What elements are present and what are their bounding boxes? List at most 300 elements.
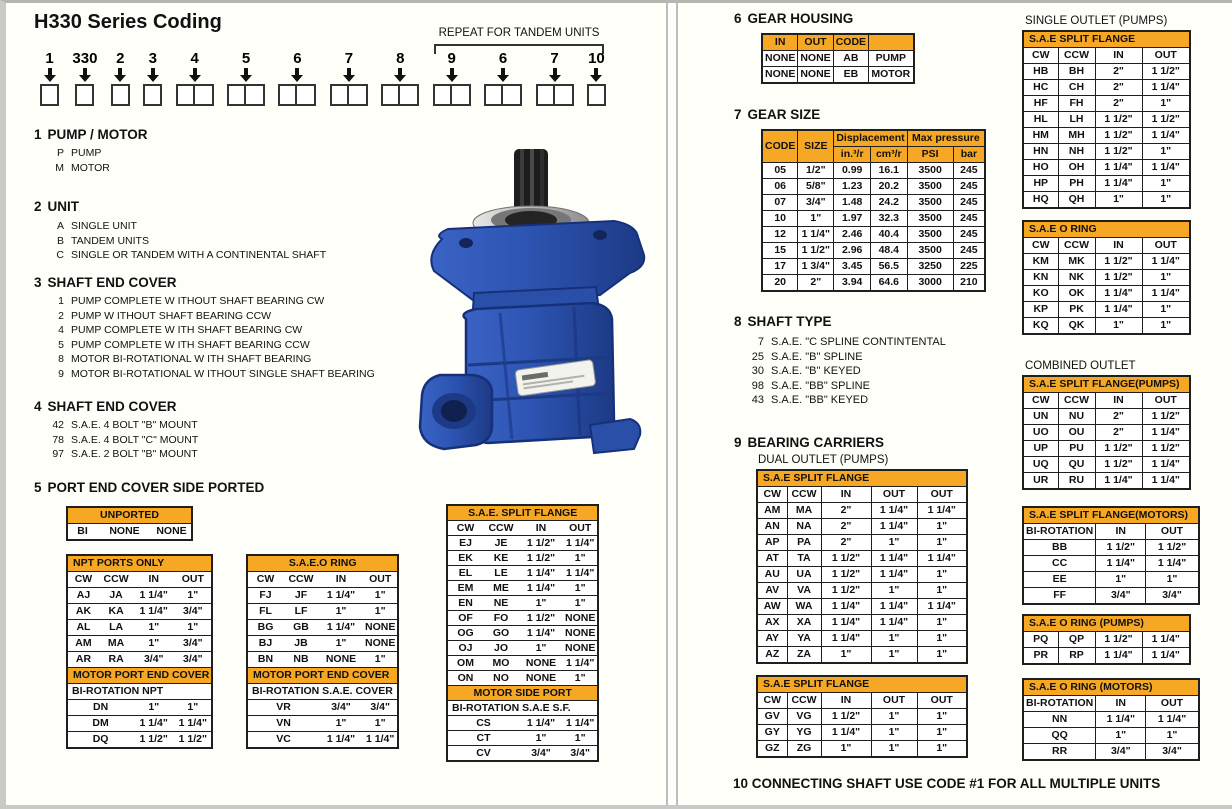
cell: CV	[447, 746, 519, 762]
cell: 3500	[907, 163, 953, 179]
cell: 1 1/2"	[1095, 144, 1142, 160]
cell: JF	[283, 588, 319, 604]
table-row	[1023, 302, 1190, 318]
table-row	[757, 503, 967, 519]
cell: 1"	[319, 716, 363, 732]
table-row	[1023, 728, 1199, 744]
table-split-flange-g	[756, 675, 968, 758]
table-row	[247, 732, 398, 749]
code-boxes	[587, 84, 606, 106]
table-row	[1023, 286, 1190, 302]
table-row	[757, 519, 967, 535]
header-cell: OUT	[1142, 48, 1190, 64]
cell: 1"	[563, 671, 598, 686]
cell: 1 1/2"	[1142, 112, 1190, 128]
cell: JE	[483, 536, 519, 551]
cell: 1"	[319, 636, 363, 652]
cell: GV	[757, 709, 787, 725]
item-code: 9	[58, 367, 64, 380]
cell: PUMP	[869, 51, 914, 67]
cell: AR	[67, 652, 99, 668]
cell: 1"	[1096, 572, 1146, 588]
cell: WA	[787, 599, 821, 615]
section-items	[46, 418, 198, 462]
item-label: S.A.E. 2 BOLT "B" MOUNT	[71, 448, 198, 460]
header-cell: CW	[67, 572, 99, 588]
code-box	[452, 84, 471, 106]
item-code: 7	[757, 336, 764, 348]
arrow-down-icon	[497, 68, 509, 82]
header-cell: IN	[821, 487, 871, 503]
cell: 3500	[907, 243, 953, 259]
cell: 1"	[1095, 192, 1142, 209]
cell: 1 1/4"	[319, 588, 363, 604]
table-row	[1023, 318, 1190, 335]
table-row	[447, 581, 598, 596]
code-boxes	[111, 84, 130, 106]
cell: 2"	[1095, 96, 1142, 112]
table-row	[1023, 588, 1199, 605]
table-row	[762, 259, 985, 275]
header-cell: CCW	[787, 487, 821, 503]
cell: GO	[483, 626, 519, 641]
cell: 1 1/2"	[821, 583, 871, 599]
table-row	[762, 211, 985, 227]
table-row	[447, 536, 598, 551]
cell: 3/4"	[563, 746, 598, 762]
cell: 1 1/4"	[1146, 712, 1199, 728]
table-row	[762, 227, 985, 243]
header-cell: OUT	[1146, 696, 1199, 712]
cell: 1"	[871, 631, 917, 647]
table-row	[757, 551, 967, 567]
arrow-down-icon	[189, 68, 201, 82]
cell: 245	[953, 227, 985, 243]
cell: 245	[953, 195, 985, 211]
cell: 1"	[917, 709, 967, 725]
coding-number: 6	[498, 50, 508, 67]
cell: 1 1/4"	[563, 716, 598, 731]
cell: 3500	[907, 227, 953, 243]
table-row	[447, 596, 598, 611]
cell: 1 1/2"	[1095, 112, 1142, 128]
table-row	[1023, 473, 1190, 490]
cell: MK	[1058, 254, 1095, 270]
cell: 1"	[563, 551, 598, 566]
table-row	[757, 741, 967, 758]
cell: 1 1/4"	[821, 615, 871, 631]
list-item	[746, 350, 946, 365]
coding-number: 7	[344, 50, 354, 67]
code-box	[536, 84, 555, 106]
cell: 2"	[1095, 409, 1142, 425]
cell: 1 1/4"	[1146, 556, 1199, 572]
cell: 1 1/4"	[917, 551, 967, 567]
cell: HC	[1023, 80, 1058, 96]
table-row	[447, 671, 598, 686]
table-row	[247, 636, 398, 652]
table-subtitle: BI-ROTATION NPT	[67, 684, 212, 700]
coding-number: 1	[45, 50, 54, 67]
cell: 1/2"	[798, 163, 834, 179]
coding-number: 7	[550, 50, 559, 67]
cell: 1 1/2"	[133, 732, 174, 749]
section-items	[46, 294, 375, 381]
table-split-flange-motors	[1022, 506, 1200, 605]
table-row	[1023, 409, 1190, 425]
cell: NONE	[563, 611, 598, 626]
item-label: S.A.E. "B" SPLINE	[771, 350, 863, 363]
cell: BG	[247, 620, 283, 636]
cell: OG	[447, 626, 483, 641]
arrow-down-icon	[590, 68, 602, 82]
cell: HM	[1023, 128, 1058, 144]
arrow-down-icon	[291, 68, 303, 82]
cell: OF	[447, 611, 483, 626]
header-cell: IN	[1096, 696, 1146, 712]
cell: EB	[833, 67, 868, 84]
single-outlet-label: SINGLE OUTLET (PUMPS)	[1025, 15, 1168, 27]
cell: 1 1/2"	[1142, 441, 1190, 457]
header-cell: SIZE	[798, 130, 834, 163]
cell: LE	[483, 566, 519, 581]
cell: FO	[483, 611, 519, 626]
table-row	[247, 588, 398, 604]
code-boxes	[227, 84, 265, 106]
cell: 1"	[871, 647, 917, 664]
table-row	[762, 243, 985, 259]
cell: 1"	[363, 604, 398, 620]
header-cell: IN	[519, 521, 563, 536]
cell: 1 1/4"	[1095, 160, 1142, 176]
cell: EN	[447, 596, 483, 611]
cell: AP	[757, 535, 787, 551]
cell: 245	[953, 243, 985, 259]
list-item	[46, 338, 375, 353]
table-title: S.A.E. SPLIT FLANGE	[447, 505, 598, 521]
item-label: S.A.E. 4 BOLT "B" MOUNT	[71, 419, 198, 431]
table-row	[447, 551, 598, 566]
coding-group	[176, 51, 214, 106]
cell: ON	[447, 671, 483, 686]
header-cell: CW	[1023, 48, 1058, 64]
section-pump-motor	[34, 127, 148, 175]
cell: NK	[1058, 270, 1095, 286]
header-cell: CW	[1023, 393, 1058, 409]
section-items	[46, 219, 326, 263]
code-box	[111, 84, 130, 106]
table-row	[447, 611, 598, 626]
coding-number: 6	[293, 50, 302, 67]
list-item	[746, 364, 946, 379]
cell: ZA	[787, 647, 821, 664]
cell: 1 1/2"	[1095, 632, 1142, 648]
table-row	[1023, 144, 1190, 160]
table-row	[67, 588, 212, 604]
item-code: 2	[58, 309, 64, 322]
cell: 1 1/4"	[1142, 632, 1190, 648]
cell: 1 1/4"	[319, 732, 363, 749]
code-boxes	[278, 84, 316, 106]
table-row	[67, 652, 212, 668]
list-item	[46, 248, 326, 263]
table-title: S.A.E SPLIT FLANGE	[757, 676, 967, 693]
section-unit	[34, 199, 326, 263]
cell: 3/4"	[1096, 744, 1146, 761]
cell: 1"	[1146, 572, 1199, 588]
coding-group	[111, 51, 130, 106]
cell: 1"	[917, 615, 967, 631]
cell: 1"	[1095, 318, 1142, 335]
cell: 1 1/4"	[1142, 425, 1190, 441]
cell: 1"	[1142, 176, 1190, 192]
cell: AT	[757, 551, 787, 567]
cell: NONE	[152, 524, 192, 541]
cell: AY	[757, 631, 787, 647]
arrow-down-icon	[446, 68, 458, 82]
cell: JB	[283, 636, 319, 652]
table-row	[447, 716, 598, 731]
cell: 1 1/2"	[519, 611, 563, 626]
list-item	[46, 234, 326, 249]
cell: 1 1/4"	[1142, 80, 1190, 96]
list-item	[46, 323, 375, 338]
cell: VA	[787, 583, 821, 599]
cell: 5/8"	[798, 179, 834, 195]
coding-number: 4	[190, 50, 199, 67]
table-title: UNPORTED	[67, 507, 192, 524]
header-cell: OUT	[917, 487, 967, 503]
cell: NONE	[798, 67, 833, 84]
item-label: SINGLE OR TANDEM WITH A CONTINENTAL SHAFT	[71, 249, 327, 261]
cell: KO	[1023, 286, 1058, 302]
table-row	[67, 524, 192, 541]
cell: 2"	[821, 535, 871, 551]
table-title: MOTOR PORT END COVER	[247, 668, 398, 684]
cell: RU	[1058, 473, 1095, 490]
header-cell: Displacement	[834, 130, 907, 147]
item-label: PUMP COMPLETE W ITHOUT SHAFT BEARING CW	[71, 295, 325, 307]
table-title: S.A.E O RING	[1023, 221, 1190, 238]
table-row	[1023, 270, 1190, 286]
cell: KP	[1023, 302, 1058, 318]
code-box	[330, 84, 349, 106]
table-sae-o-ring-right	[1022, 220, 1191, 335]
header-cell: in.³/r	[834, 147, 871, 163]
cell: 3500	[907, 211, 953, 227]
header-cell: OUT	[1142, 238, 1190, 254]
table-row	[447, 656, 598, 671]
cell: LH	[1058, 112, 1095, 128]
coding-group	[433, 51, 471, 106]
cell: 1"	[917, 647, 967, 664]
cell: 1 1/4"	[1095, 473, 1142, 490]
arrow-down-icon	[240, 68, 252, 82]
cell: 1"	[917, 535, 967, 551]
cell: 1 1/2"	[519, 536, 563, 551]
list-item	[46, 352, 375, 367]
cell: ZG	[787, 741, 821, 758]
cell: 12	[762, 227, 798, 243]
cell: UQ	[1023, 457, 1058, 473]
cell: 1 1/4"	[363, 732, 398, 749]
cell: 1 1/4"	[519, 581, 563, 596]
cell: HP	[1023, 176, 1058, 192]
item-label: S.A.E. "BB" SPLINE	[771, 379, 870, 392]
cell: MO	[483, 656, 519, 671]
header-cell: IN	[1096, 524, 1146, 540]
arrow-down-icon	[147, 68, 159, 82]
coding-group	[330, 51, 368, 106]
table-title: S.A.E SPLIT FLANGE	[1023, 31, 1190, 48]
cell: 1"	[871, 741, 917, 758]
table-title: S.A.E O RING (PUMPS)	[1023, 615, 1190, 632]
header-cell: CW	[757, 487, 787, 503]
cell: EK	[447, 551, 483, 566]
cell: 1 1/4"	[519, 716, 563, 731]
cell: NONE	[319, 652, 363, 668]
cell: CT	[447, 731, 519, 746]
cell: 1"	[563, 596, 598, 611]
page-divider	[666, 3, 678, 809]
cell: 1 1/2"	[519, 551, 563, 566]
table-row	[1023, 744, 1199, 761]
table-title: S.A.E O RING (MOTORS)	[1023, 679, 1199, 696]
header-cell: OUT	[798, 34, 833, 51]
header-cell: PSI	[907, 147, 953, 163]
header-cell: CCW	[99, 572, 133, 588]
cell: 32.3	[870, 211, 907, 227]
item-code: 42	[52, 419, 64, 431]
cell: 10	[762, 211, 798, 227]
table-row	[1023, 572, 1199, 588]
code-box	[555, 84, 574, 106]
header-cell: IN	[1095, 48, 1142, 64]
item-label: SINGLE UNIT	[71, 220, 137, 232]
item-code: 4	[58, 324, 64, 336]
coding-group	[484, 51, 522, 106]
cell: 1 1/4"	[519, 626, 563, 641]
table-row	[447, 626, 598, 641]
table-row	[1023, 457, 1190, 473]
cell: NA	[787, 519, 821, 535]
cell: 1"	[133, 700, 174, 716]
cell: AM	[757, 503, 787, 519]
cell: 3000	[907, 275, 953, 292]
coding-group	[381, 51, 419, 106]
table-row	[1023, 540, 1199, 556]
cell: RA	[99, 652, 133, 668]
cell: 1"	[319, 604, 363, 620]
cell: 2.96	[834, 243, 871, 259]
cell: 1 1/4"	[1095, 286, 1142, 302]
table-row	[1023, 192, 1190, 209]
table-title: MOTOR PORT END COVER	[67, 668, 212, 684]
cell: 1"	[1142, 270, 1190, 286]
section-heading: 1 PUMP / MOTOR	[34, 127, 148, 142]
cell: AW	[757, 599, 787, 615]
cell: 1"	[363, 652, 398, 668]
table-gear-housing	[761, 33, 915, 84]
header-cell: IN	[1095, 393, 1142, 409]
cell: DN	[67, 700, 133, 716]
table-gear-size	[761, 129, 986, 292]
cell: NB	[283, 652, 319, 668]
cell: NONE	[363, 620, 398, 636]
table-sae-split-flange-left	[446, 504, 599, 762]
cell: 1 1/4"	[319, 620, 363, 636]
cell: 1 1/4"	[1096, 556, 1146, 572]
header-cell: CW	[447, 521, 483, 536]
table-row	[1023, 648, 1190, 665]
cell: NONE	[762, 51, 798, 67]
cell: CC	[1023, 556, 1096, 572]
cell: TA	[787, 551, 821, 567]
cell: DQ	[67, 732, 133, 749]
table-row	[67, 732, 212, 749]
header-cell: IN	[133, 572, 174, 588]
item-label: PUMP COMPLETE W ITH SHAFT BEARING CCW	[71, 338, 310, 351]
cell: 1 1/4"	[133, 716, 174, 732]
code-box	[227, 84, 246, 106]
code-box	[195, 84, 214, 106]
cell: AU	[757, 567, 787, 583]
cell: 1"	[917, 725, 967, 741]
cell: 1 1/2"	[1142, 409, 1190, 425]
table-title: S.A.E SPLIT FLANGE(PUMPS)	[1023, 376, 1190, 393]
cell: 1"	[563, 581, 598, 596]
cell: 245	[953, 179, 985, 195]
section-items	[46, 146, 148, 175]
cell: 1"	[871, 583, 917, 599]
header-cell: CCW	[787, 693, 821, 709]
cell: 3/4"	[174, 652, 212, 668]
cell: EL	[447, 566, 483, 581]
coding-group	[227, 51, 265, 106]
cell: JO	[483, 641, 519, 656]
table-row	[757, 567, 967, 583]
code-box	[587, 84, 606, 106]
header-cell: CODE	[762, 130, 798, 163]
cell: 1 1/2"	[174, 732, 212, 749]
cell: AL	[67, 620, 99, 636]
code-box	[349, 84, 368, 106]
cell: 3/4"	[1096, 588, 1146, 605]
cell: PH	[1058, 176, 1095, 192]
cell: LF	[283, 604, 319, 620]
cell: NU	[1058, 409, 1095, 425]
header-cell: CCW	[1058, 238, 1095, 254]
table-row	[757, 535, 967, 551]
table-title: MOTOR SIDE PORT	[447, 686, 598, 701]
cell: 1 1/4"	[1142, 473, 1190, 490]
cell: NN	[1023, 712, 1096, 728]
table-row	[762, 275, 985, 292]
section-shaft-type: 8 SHAFT TYPE 7 S.A.E. "C SPLINE CONTINTENTAL 25 S.A.E. "B" SPLINE 30 S.A.E. "B" KEYED 98 S.A.E. "BB" SPLINE 43 S.A.E. "BB" KEYED	[734, 314, 946, 406]
cell: 1 1/4"	[563, 536, 598, 551]
header-cell: OUT	[871, 487, 917, 503]
cell: HO	[1023, 160, 1058, 176]
cell: 1"	[871, 535, 917, 551]
list-item	[46, 146, 148, 161]
table-row	[67, 716, 212, 732]
cell: AB	[833, 51, 868, 67]
coding-number: 2	[116, 50, 125, 67]
code-box	[297, 84, 316, 106]
cell: AM	[67, 636, 99, 652]
table-title: NPT PORTS ONLY	[67, 555, 212, 572]
cell: MOTOR	[869, 67, 914, 84]
